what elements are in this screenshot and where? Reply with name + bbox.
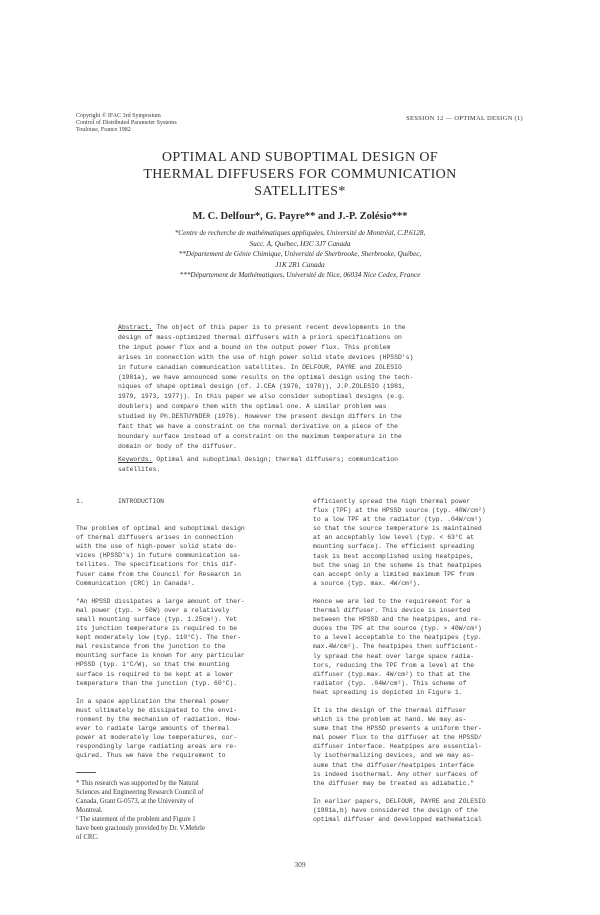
affiliation-line: Succ. A, Québec, H3C 3J7 Canada [249, 239, 351, 248]
text-line: * This research was supported by the Natural [76, 780, 199, 788]
text-line: quired. Thus we have the requirement to [76, 752, 226, 760]
text-line: ronment by the mechanism of radiation. How- [76, 715, 241, 723]
page-number: 309 [294, 860, 306, 869]
right-body [313, 497, 528, 824]
text-line: domain or body of the diffuser. [118, 442, 237, 450]
text-line: duces the TPF at the source (typ. > 40W/cm²) [313, 625, 482, 633]
text-line: (1981a), we have announced some results on the optimal design using the tech- [118, 373, 414, 381]
text-line: arises in connection with the use of high power solid state devices (HPSSD's) [118, 353, 414, 361]
text-line: mounting surface). The efficient spreading [313, 543, 475, 551]
text-line: tellites. The specifications for this dif- [76, 561, 238, 569]
text-line: Hence we are led to the requirement for a [313, 597, 471, 605]
text-line: ly spread the heat over large space radia- [313, 652, 475, 660]
text-line: fuser came from the Council for Research in [76, 570, 241, 578]
text-line: optimal diffuser and developped mathematical [313, 816, 482, 823]
text-line: 1979, 1973, 1977)). In this paper we also consider suboptimal designs (e.g. [118, 393, 406, 401]
text-line: the diffuser may be treated as adiabatic." [313, 779, 475, 787]
section-title: INTRODUCTION [118, 498, 165, 505]
text-line: sume that the diffuser/heatpipes interface [313, 761, 475, 769]
footnotes [76, 779, 291, 842]
text-line: diffuser interface. Heatpipes are essential- [313, 743, 482, 751]
text-line: in future canadian communication satellites. In DELFOUR, PAYRE and ZOLESIO [118, 363, 402, 371]
text-line: thermal diffuser. This device is inserted [313, 607, 471, 615]
left-body [76, 524, 291, 760]
text-line: kept moderately low (typ. 110°C). The ther- [76, 634, 241, 642]
author-list: M. C. Delfour*, G. Payre** and J.-P. Zolésio*** [192, 211, 408, 222]
text-line: small mounting surface (typ. 1.25cm²). Yet [76, 615, 238, 623]
affiliation-line: **Département de Génie Chimique, Université de Sherbrooke, Sherbrooke, Québec, [178, 250, 422, 258]
keywords [118, 455, 538, 475]
abstract-first-line [118, 323, 538, 333]
text-line: studied by Ph.DESTUYNDER (1976). However the present design differs in the [118, 413, 402, 421]
text-line: In a space application the thermal power [76, 697, 230, 705]
text-line: which is the problem at hand. We may as- [313, 716, 467, 724]
text-line: design of mass-optimized thermal diffusers with a priori specifications on [118, 333, 402, 341]
text-line: mal power (typ. > 50W) over a relatively [76, 606, 230, 614]
paragraph [313, 706, 528, 788]
paragraph [313, 597, 528, 697]
text-line: the input power flux and a bound on the output power flux. This problem [118, 343, 391, 351]
text-line: boundary surface instead of a constraint on the maximum temperature in the [118, 432, 402, 440]
text-line: radiator (typ. .04W/cm²). This scheme of [313, 679, 467, 687]
keywords-text: Optimal and suboptimal design; thermal diffusers; communication [156, 456, 398, 463]
text-line: tors, reducing the TPF from a level at the [313, 661, 475, 669]
section-heading [76, 497, 291, 506]
text-line: vices (HPSSD's) in future communication sa- [76, 552, 241, 560]
text-line: of CRC. [76, 834, 99, 842]
text-line: to a level acceptable to the heatpipes (typ. [313, 634, 482, 642]
paragraph [313, 797, 528, 824]
abstract-body [118, 333, 538, 452]
text-line: heat spreading is depicted in Figure 1. [313, 688, 463, 696]
text-line: niques of shape optimal design (cf. J.CEA (1976, 1978)), J.P.ZOLESIO (1981, [118, 383, 406, 391]
paragraph [76, 597, 291, 688]
text-line: ¹ The statement of the problem and Figure 1 [76, 816, 196, 824]
paragraph [313, 497, 528, 588]
text-line: ly isothermalizing devices, and we may as- [313, 752, 475, 760]
copyright-line: Toulouse, France 1982 [76, 127, 131, 133]
text-line: surface is required to be kept at a lower [76, 670, 234, 678]
text-line: HPSSD (typ. 1°C/W), so that the mounting [76, 661, 230, 669]
text-line: its junction temperature is required to be [76, 625, 238, 633]
text-line: diffuser (typ.max. 4W/cm²) to that at the [313, 670, 471, 678]
text-line: efficiently spread the high thermal power [313, 498, 471, 505]
keywords-label: Keywords. [118, 456, 153, 463]
copyright-line: Copyright © IFAC 3rd Symposium [76, 113, 161, 119]
keywords-body [118, 465, 538, 475]
left-column [76, 497, 291, 842]
text-line: Communication (CRC) in Canada¹. [76, 579, 195, 587]
text-line: of thermal diffusers arises in connection [76, 534, 234, 542]
text-line: Canada, Grant G-0573, at the University of [76, 798, 194, 806]
text-line: doublers) and compare them with the optimal one. A similar problem was [118, 403, 387, 411]
text-line: is indeed isothermal. Any other surfaces of [313, 770, 478, 778]
copyright-line: Control of Distributed Parameter Systems [76, 120, 177, 126]
title-line: THERMAL DIFFUSERS FOR COMMUNICATION [143, 167, 457, 182]
text-line: at an acceptably low level (typ. < 63°C at [313, 534, 475, 542]
affiliations [60, 228, 540, 281]
text-line: task is best accomplished using heatpipes, [313, 552, 475, 560]
text-line: a source (typ. max. 4W/cm²). [313, 579, 421, 587]
text-line: In earlier papers, DELFOUR, PAYRE and ZOLESIO [313, 797, 486, 805]
abstract [118, 323, 538, 452]
text-line: fact that we have a constraint on the normal derivative on a piece of the [118, 423, 398, 431]
text-line: so that the source temperature is maintained [313, 525, 482, 533]
affiliation-line: ***Département de Mathématiques, Université de Nice, 06034 Nice Cedex, France [179, 271, 421, 279]
text-line: sume that the HPSSD presents a uniform ther- [313, 725, 482, 733]
text-line: with the use of high-power solid state de- [76, 543, 238, 551]
footnote-rule [76, 772, 96, 773]
text-line: but the snag in the scheme is that heatpipes [313, 561, 482, 569]
text-line: "An HPSSD dissipates a large amount of ther- [76, 597, 245, 605]
section-number: 1. [76, 498, 84, 505]
text-line: mal power flux to the diffuser at the HPSSD/ [313, 734, 482, 742]
keywords-first-line [118, 455, 538, 465]
text-line: satellites. [118, 465, 161, 473]
paragraph [76, 524, 291, 588]
text-line: ever to radiate large amounts of thermal [76, 724, 230, 732]
text-line: mounting surface is known for any particular [76, 652, 245, 660]
text-line: The problem of optimal and suboptimal design [76, 525, 245, 533]
abstract-text: The object of this paper is to present recent developments in the [156, 324, 406, 331]
text-line: between the HPSSD and the heatpipes, and re- [313, 616, 482, 624]
text-line: max.4W/cm²). The heatpipes then sufficient- [313, 643, 478, 651]
copyright-notice [76, 113, 276, 134]
session-header: SESSION 12 — OPTIMAL DESIGN (1) [406, 115, 523, 122]
affiliation-line: J1K 2R1 Canada [275, 260, 325, 269]
text-line: temperature than the junction (typ. 60°C). [76, 679, 238, 687]
text-line: power at moderately low temperatures, cor- [76, 734, 238, 742]
text-line: Sciences and Engineering Research Council of [76, 789, 204, 797]
text-line: must ultimately be dissipated to the envi- [76, 706, 238, 714]
title-line: SATELLITES* [254, 184, 346, 199]
paper-title [60, 149, 540, 200]
text-line: can accept only a limited maximum TPF from [313, 570, 475, 578]
paragraph [76, 697, 291, 761]
text-line: respondingly large radiating areas are re- [76, 743, 238, 751]
text-line: mal resistance from the junction to the [76, 643, 226, 651]
text-line: have been graciously provided by Dr. V.Mehrle [76, 825, 205, 833]
abstract-label: Abstract. [118, 324, 153, 331]
text-line: Montreal. [76, 807, 103, 815]
text-line: It is the design of the thermal diffuser [313, 706, 467, 714]
text-line: (1981a,b) have considered the design of the [313, 806, 478, 814]
right-column [313, 497, 528, 833]
text-line: to a low TPF at the radiator (typ. .04W/cm²) [313, 516, 482, 524]
title-line: OPTIMAL AND SUBOPTIMAL DESIGN OF [161, 150, 439, 165]
text-line: flux (TPF) at the HPSSD source (typ. 40W/cm²) [313, 507, 486, 515]
affiliation-line: *Centre de recherche de mathématiques appliquées, Université de Montréal, C.P.6128, [174, 229, 426, 237]
